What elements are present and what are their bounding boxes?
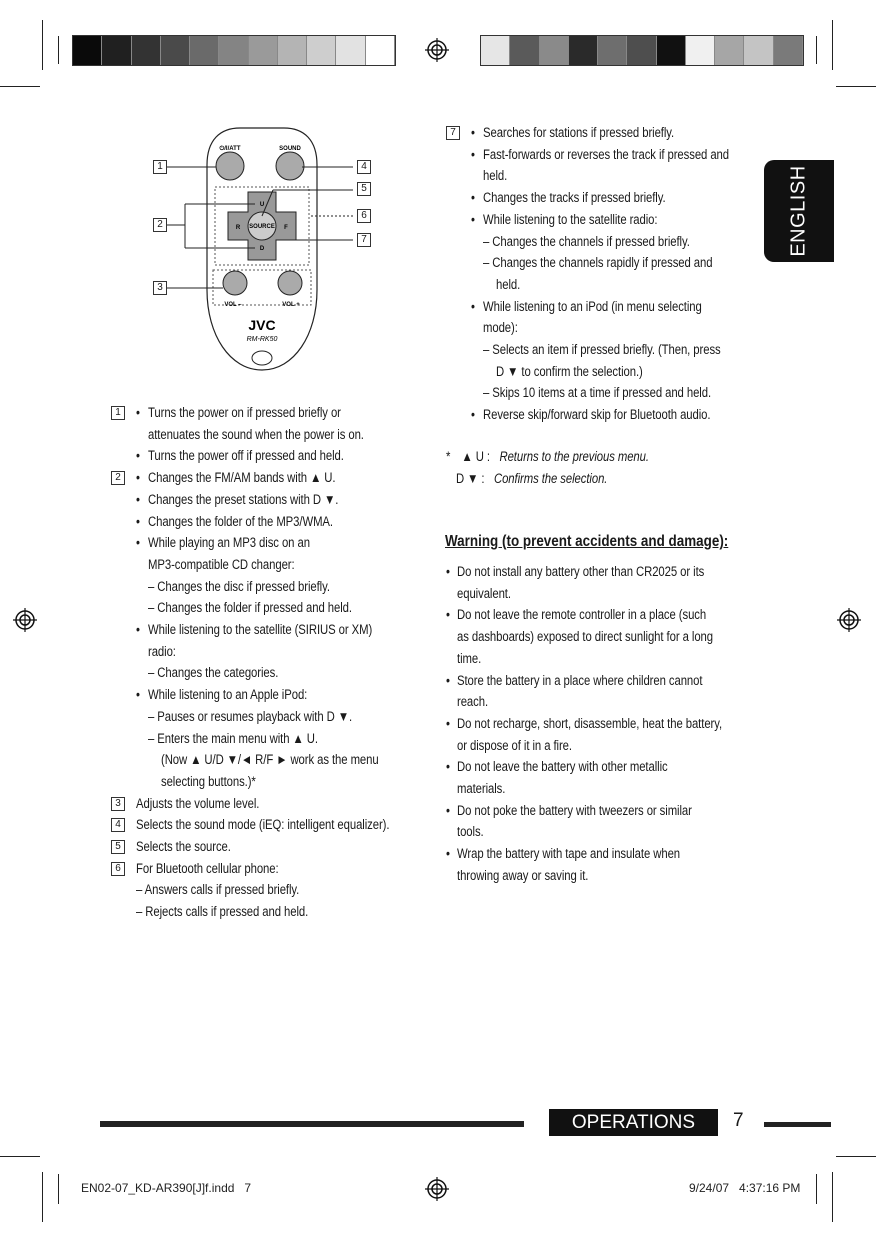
warning-line	[446, 778, 766, 799]
line-text: – Enters the main menu with ▲ U.	[148, 730, 318, 746]
footnote	[446, 446, 746, 490]
line-text: selecting buttons.)*	[161, 773, 256, 789]
calibration-bar-left	[72, 35, 396, 66]
warning-line	[446, 800, 766, 821]
bullet: •	[136, 491, 140, 507]
color-swatch	[73, 36, 102, 65]
text-line	[446, 165, 766, 187]
color-swatch	[744, 36, 773, 65]
crop-mark	[832, 1172, 833, 1222]
text-line	[111, 445, 431, 467]
line-text: Selects the sound mode (iEQ: intelligent equalizer).	[136, 817, 390, 833]
callout-5: 5	[357, 182, 371, 196]
text-line	[111, 793, 431, 815]
text-line	[111, 901, 431, 923]
bullet: •	[136, 448, 140, 464]
warning-line	[446, 626, 766, 647]
color-swatch	[102, 36, 131, 65]
line-text: Changes the preset stations with D ▼.	[148, 491, 339, 507]
line-text: or dispose of it in a fire.	[457, 737, 572, 753]
page-number: 7	[733, 1110, 744, 1131]
line-text: – Changes the channels if pressed briefly.	[483, 233, 690, 249]
line-text: Do not leave the remote controller in a place (such	[457, 607, 707, 623]
footnote-value-2: Confirms the selection.	[493, 471, 608, 486]
crop-mark	[816, 1174, 817, 1204]
line-text: Turns the power on if pressed briefly or	[148, 405, 341, 420]
callout-7: 7	[357, 233, 371, 247]
registration-mark-icon	[836, 607, 862, 633]
left-column	[111, 402, 431, 927]
line-text: Do not install any battery other than CR2025 or its	[457, 564, 705, 579]
text-line	[111, 576, 431, 598]
item-number: 5	[111, 840, 125, 854]
remote-down-label: D	[259, 246, 265, 252]
text-line	[111, 489, 431, 511]
line-text: reach.	[457, 694, 489, 710]
color-swatch	[190, 36, 219, 65]
line-text: Adjusts the volume level.	[136, 795, 260, 811]
callout-2: 2	[153, 218, 167, 232]
text-line	[111, 554, 431, 576]
print-datetime: 9/24/07 4:37:16 PM	[689, 1181, 801, 1195]
text-line	[446, 252, 766, 274]
bullet: •	[471, 190, 475, 206]
bullet: •	[471, 125, 475, 140]
warning-line	[446, 670, 766, 691]
text-line	[111, 814, 431, 836]
text-line	[446, 296, 766, 318]
bullet: •	[136, 470, 140, 486]
text-line	[111, 619, 431, 641]
line-text: While listening to the satellite radio:	[483, 211, 658, 227]
crop-mark	[832, 20, 833, 70]
bullet: •	[471, 407, 475, 423]
crop-mark	[42, 1172, 43, 1222]
line-text: – Selects an item if pressed briefly. (Then, press	[483, 342, 721, 357]
line-text: throwing away or saving it.	[457, 867, 589, 883]
text-line	[446, 317, 766, 339]
text-line	[111, 706, 431, 728]
color-swatch	[366, 36, 395, 65]
line-text: MP3-compatible CD changer:	[148, 556, 295, 572]
text-line	[111, 684, 431, 706]
line-text: Searches for stations if pressed briefly.	[483, 125, 675, 140]
calibration-bar-right	[480, 35, 804, 66]
warning-line	[446, 583, 766, 604]
color-swatch	[278, 36, 307, 65]
language-tab-label: ENGLISH	[787, 165, 810, 257]
remote-sound-label: SOUND	[279, 146, 301, 152]
remote-model-label: RM-RK50	[246, 336, 278, 343]
line-text: D ▼ to confirm the selection.)	[496, 363, 643, 379]
warning-line	[446, 756, 766, 777]
line-text: tools.	[457, 824, 484, 840]
crop-mark	[58, 1174, 59, 1204]
color-swatch	[657, 36, 686, 65]
color-swatch	[336, 36, 365, 65]
bullet: •	[446, 715, 450, 731]
line-text: Changes the tracks if pressed briefly.	[483, 190, 666, 206]
remote-up-label: U	[259, 202, 265, 208]
remote-left-label: R	[235, 225, 241, 231]
crop-mark	[0, 86, 40, 87]
remote-control-illustration	[145, 120, 380, 380]
bullet: •	[136, 687, 140, 703]
color-swatch	[627, 36, 656, 65]
color-swatch	[715, 36, 744, 65]
bullet: •	[136, 622, 140, 637]
remote-source-label: SOURCE	[249, 224, 275, 230]
callout-1: 1	[153, 160, 167, 174]
language-tab	[764, 160, 834, 262]
line-text: Store the battery in a place where children cannot	[457, 672, 703, 688]
line-text: as dashboards) exposed to direct sunlight for a long	[457, 629, 713, 645]
bullet: •	[446, 672, 450, 688]
registration-mark-icon	[424, 1176, 450, 1202]
line-text: attenuates the sound when the power is on.	[148, 426, 364, 442]
line-text: equivalent.	[457, 585, 511, 601]
bullet: •	[136, 405, 140, 420]
section-label-box	[549, 1109, 718, 1136]
line-text: – Changes the categories.	[148, 665, 279, 681]
warning-list	[446, 561, 766, 891]
text-line	[111, 771, 431, 793]
line-text: (Now ▲ U/D ▼/◄ R/F ► work as the menu	[161, 752, 379, 768]
bullet: •	[446, 759, 450, 775]
crop-mark	[816, 36, 817, 64]
footer-rule-right	[764, 1122, 831, 1127]
text-line	[111, 879, 431, 901]
remote-brand-logo: JVC	[248, 317, 276, 333]
text-line	[446, 231, 766, 253]
text-line	[446, 382, 766, 404]
color-swatch	[540, 36, 569, 65]
line-text: While listening to an iPod (in menu selecting	[483, 298, 702, 314]
bullet: •	[471, 146, 475, 162]
bullet: •	[446, 607, 450, 623]
remote-vol-plus-label: VOL +	[282, 302, 300, 308]
line-text: – Answers calls if pressed briefly.	[136, 882, 300, 898]
warning-line	[446, 691, 766, 712]
crop-mark	[0, 1156, 40, 1157]
item-number: 4	[111, 818, 125, 832]
callout-6: 6	[357, 209, 371, 223]
line-text: Wrap the battery with tape and insulate when	[457, 846, 681, 862]
text-line	[111, 662, 431, 684]
text-line	[111, 836, 431, 858]
text-line	[446, 209, 766, 231]
text-line	[111, 597, 431, 619]
item-number: 1	[111, 406, 125, 420]
line-text: For Bluetooth cellular phone:	[136, 860, 279, 876]
line-text: Reverse skip/forward skip for Bluetooth audio.	[483, 407, 711, 423]
footnote-key-2: D ▼ :	[456, 471, 485, 486]
text-line	[111, 728, 431, 750]
line-text: – Changes the disc if pressed briefly.	[148, 578, 330, 594]
warning-line	[446, 821, 766, 842]
text-line	[111, 641, 431, 663]
item-number: 3	[111, 797, 125, 811]
line-text: Do not leave the battery with other metallic	[457, 759, 668, 775]
crop-mark	[836, 86, 876, 87]
line-text: Turns the power off if pressed and held.	[148, 448, 344, 464]
warning-line	[446, 713, 766, 734]
line-text: Changes the folder of the MP3/WMA.	[148, 513, 333, 529]
color-swatch	[598, 36, 627, 65]
line-text: – Changes the channels rapidly if pressed and	[483, 255, 713, 271]
line-text: held.	[483, 168, 508, 184]
remote-power-label: ⏻/I/ATT	[219, 146, 241, 152]
warning-line	[446, 648, 766, 669]
color-swatch	[219, 36, 248, 65]
color-swatch	[510, 36, 539, 65]
warning-title: Warning (to prevent accidents and damage):	[445, 533, 729, 550]
bullet: •	[446, 846, 450, 862]
line-text: While playing an MP3 disc on an	[148, 535, 310, 551]
line-text: Do not poke the battery with tweezers or similar	[457, 802, 692, 818]
line-text: – Rejects calls if pressed and held.	[136, 904, 309, 920]
line-text: – Pauses or resumes playback with D ▼.	[148, 708, 353, 724]
line-text: Changes the FM/AM bands with ▲ U.	[148, 470, 336, 486]
footnote-star: *	[446, 449, 451, 464]
item-number: 7	[446, 126, 460, 140]
line-text: held.	[496, 276, 521, 292]
bullet: •	[446, 564, 450, 579]
line-text: Do not recharge, short, disassemble, heat the battery,	[457, 715, 723, 731]
bullet: •	[471, 211, 475, 227]
line-text: – Changes the folder if pressed and held.	[148, 600, 352, 616]
text-line	[446, 144, 766, 166]
color-swatch	[481, 36, 510, 65]
line-text: Fast-forwards or reverses the track if pressed and	[483, 146, 730, 162]
color-swatch	[774, 36, 803, 65]
warning-line	[446, 561, 766, 582]
crop-mark	[58, 36, 59, 64]
right-column	[446, 122, 766, 422]
line-text: While listening to the satellite (SIRIUS or XM)	[148, 622, 373, 637]
crop-mark	[42, 20, 43, 70]
bullet: •	[471, 298, 475, 314]
text-line	[446, 122, 766, 144]
text-line	[111, 749, 431, 771]
section-label: OPERATIONS	[571, 1112, 696, 1133]
warning-line	[446, 843, 766, 864]
bullet: •	[136, 513, 140, 529]
bullet: •	[446, 802, 450, 818]
registration-mark-icon	[12, 607, 38, 633]
text-line	[111, 467, 431, 489]
color-swatch	[686, 36, 715, 65]
text-line	[446, 187, 766, 209]
registration-mark-icon	[424, 37, 450, 63]
line-text: Selects the source.	[136, 839, 231, 854]
warning-line	[446, 865, 766, 886]
color-swatch	[249, 36, 278, 65]
callout-3: 3	[153, 281, 167, 295]
text-line	[111, 424, 431, 446]
line-text: time.	[457, 650, 482, 666]
print-file-name: EN02-07_KD-AR390[J]f.indd 7	[81, 1181, 252, 1195]
line-text: radio:	[148, 643, 176, 659]
color-swatch	[569, 36, 598, 65]
text-line	[111, 511, 431, 533]
remote-vol-minus-label: VOL –	[224, 302, 242, 308]
footnote-value-1: Returns to the previous menu.	[499, 449, 649, 464]
text-line	[446, 274, 766, 296]
text-line	[446, 404, 766, 426]
line-text: – Skips 10 items at a time if pressed and held.	[483, 385, 712, 401]
text-line	[111, 858, 431, 880]
footnote-key-1: ▲ U :	[461, 449, 490, 464]
item-number: 2	[111, 471, 125, 485]
color-swatch	[307, 36, 336, 65]
text-line	[446, 361, 766, 383]
item-number: 6	[111, 862, 125, 876]
bullet: •	[136, 535, 140, 551]
text-line	[111, 532, 431, 554]
warning-line	[446, 735, 766, 756]
callout-4: 4	[357, 160, 371, 174]
line-text: materials.	[457, 781, 506, 796]
line-text: While listening to an Apple iPod:	[148, 687, 308, 703]
footer-rule-left	[100, 1121, 524, 1127]
text-line	[111, 402, 431, 424]
color-swatch	[161, 36, 190, 65]
color-swatch	[132, 36, 161, 65]
line-text: mode):	[483, 320, 518, 336]
warning-line	[446, 604, 766, 625]
crop-mark	[836, 1156, 876, 1157]
remote-right-label: F	[284, 225, 288, 231]
text-line	[446, 339, 766, 361]
